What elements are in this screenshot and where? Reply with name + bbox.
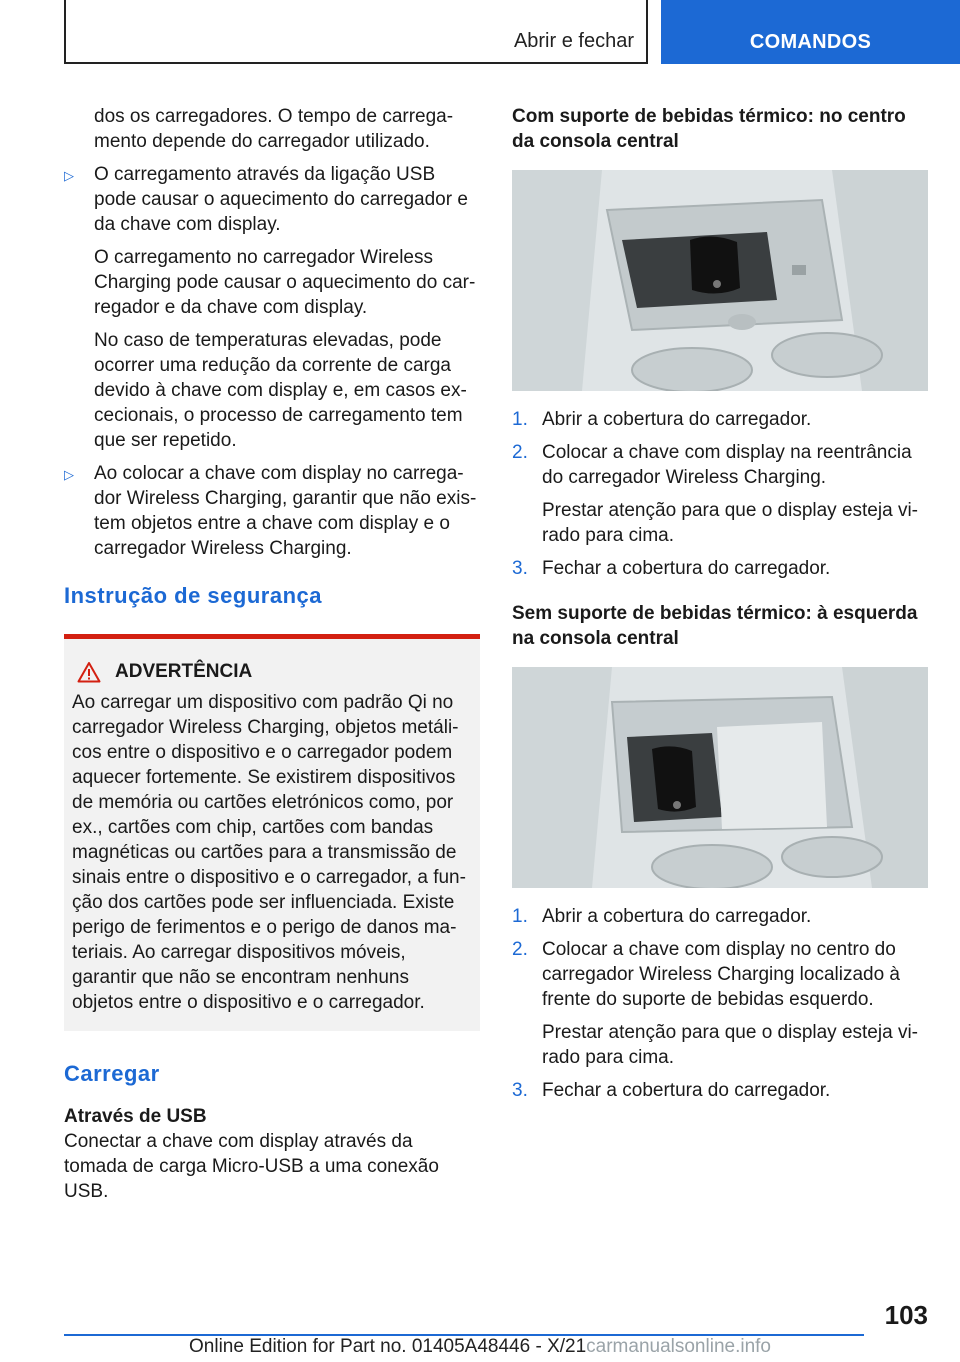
section1-steps: [512, 407, 928, 581]
bullet-paragraph: O carregamento através da ligação USB pode causar o aquecimento do carregador e da chave com display.: [94, 164, 468, 235]
safety-heading: Instrução de segurança: [64, 583, 322, 608]
warning-title: ADVERTÊNCIA: [115, 661, 253, 682]
step-item: [512, 407, 928, 432]
section-title: Abrir e fechar: [513, 30, 634, 52]
step-text: Fechar a cobertura do carregador.: [542, 1080, 831, 1101]
center-console-charger-image: [512, 170, 928, 391]
warning-triangle-icon: [77, 661, 101, 683]
bullet-paragraph: Ao colocar a chave com display no carrega-dor Wireless Charging, garantir que não exis-tem objetos entre a chave com display e o carregador Wireless Charging.: [94, 463, 477, 559]
step-text: Abrir a cobertura do carregador.: [542, 906, 812, 927]
step-number: 2.: [512, 442, 528, 463]
triangle-bullet-icon: ▷: [64, 467, 74, 482]
triangle-bullet-icon: ▷: [64, 168, 74, 183]
warning-box: [64, 634, 480, 1031]
warning-header: [72, 659, 474, 684]
bullet-item: [64, 162, 480, 453]
usb-heading: Através de USB: [64, 1106, 207, 1127]
charge-heading: Carregar: [64, 1061, 160, 1086]
charger-illustration-2: [512, 667, 928, 888]
bullet-list: [64, 162, 480, 561]
step-number: 3.: [512, 558, 528, 579]
section2-steps: [512, 904, 928, 1103]
step-number: 3.: [512, 1080, 528, 1101]
footer: [0, 1336, 960, 1358]
step-item: [512, 556, 928, 581]
step-number: 1.: [512, 906, 528, 927]
footer-watermark: carmanualsonline.info: [586, 1336, 771, 1357]
left-console-charger-image: [512, 667, 928, 888]
step-item: [512, 937, 928, 1070]
step-item: [512, 904, 928, 929]
step-item: [512, 1078, 928, 1103]
header-box: [64, 0, 648, 64]
section2-heading: Sem suporte de bebidas térmico: à esquerda na consola central: [512, 603, 918, 649]
footer-edition: Online Edition for Part no. 01405A48446 - X/21: [189, 1336, 587, 1357]
bullet-item: [64, 461, 480, 561]
continued-paragraph: dos os carregadores. O tempo de carrega-mento depende do carregador utilizado.: [94, 106, 454, 152]
section1-heading: Com suporte de bebidas térmico: no centro da consola central: [512, 106, 906, 152]
step-number: 1.: [512, 409, 528, 430]
right-column: [512, 104, 928, 1123]
step-text: Abrir a cobertura do carregador.: [542, 409, 812, 430]
chapter-tab[interactable]: COMANDOS: [661, 0, 960, 64]
step-text: Fechar a cobertura do carregador.: [542, 558, 831, 579]
step-text: Prestar atenção para que o display esteja vi-rado para cima.: [542, 500, 918, 546]
page-number: 103: [884, 1300, 928, 1330]
step-text: Colocar a chave com display no centro do carregador Wireless Charging localizado à frente do suporte de bebidas esquerdo.: [542, 939, 901, 1010]
usb-text: Conectar a chave com display através da tomada de carga Micro-USB a uma conexão USB.: [64, 1131, 439, 1202]
charger-illustration-1: [512, 170, 928, 391]
left-column: [64, 104, 480, 1212]
step-text: Colocar a chave com display na reentrância do carregador Wireless Charging.: [542, 442, 912, 488]
warning-text: Ao carregar um dispositivo com padrão Qi no carregador Wireless Charging, objetos metáli-cos entre o dispositivo e o carregador podem aquecer fortemente. Se existirem dispositivos de memória ou cartões eletrónicos como, por ex., cartões com chip, cartões com bandas magnéticas ou cartões para a transmissão de sinais entre o dispositivo e o carregador, a fun-ção dos cartões pode ser influenciada. Existe perigo de ferimentos e o perigo de danos ma-teriais. Ao carregar dispositivos móveis, garantir que não se encontram nenhuns objetos entre o dispositivo e o carregador.: [72, 692, 466, 1013]
step-text: Prestar atenção para que o display esteja vi-rado para cima.: [542, 1022, 918, 1068]
bullet-paragraph: No caso de temperaturas elevadas, pode ocorrer uma redução da corrente de carga devido à chave com display e, em casos ex-cecionais, o processo de carregamento tem que ser repetido.: [94, 330, 467, 451]
step-item: [512, 440, 928, 548]
bullet-paragraph: O carregamento no carregador Wireless Charging pode causar o aquecimento do car-regador e da chave com display.: [94, 247, 476, 318]
step-number: 2.: [512, 939, 528, 960]
